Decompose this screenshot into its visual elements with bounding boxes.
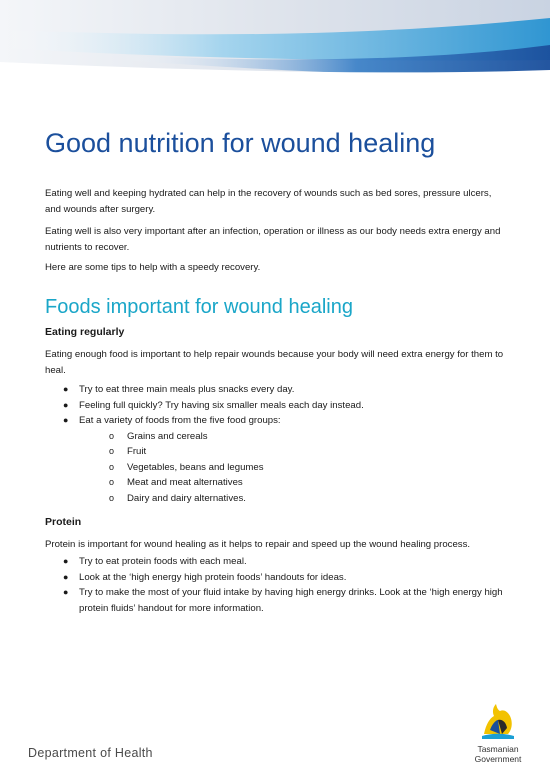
- circle-bullet-icon: o: [109, 446, 115, 456]
- list-item: [45, 554, 515, 570]
- list-item: [79, 444, 515, 460]
- header-banner: [0, 0, 550, 110]
- list-item-text: Vegetables, beans and legumes: [127, 461, 264, 473]
- section-heading: Foods important for wound healing: [45, 296, 353, 318]
- protein-heading: Protein: [45, 516, 82, 528]
- list-item-text: Try to make the most of your fluid intake by having high energy drinks. Look at the ‘high energy high protein fluids’ handout for more information.: [79, 587, 503, 614]
- list-item: [45, 398, 515, 414]
- list-item-text: Try to eat protein foods with each meal.: [79, 556, 247, 567]
- header-wave-graphic: [0, 0, 550, 110]
- list-item-text: Try to eat three main meals plus snacks every day.: [79, 384, 295, 395]
- list-item-text: Grains and cereals: [127, 430, 208, 442]
- list-item: [45, 413, 515, 506]
- list-item: [45, 382, 515, 398]
- list-item: [79, 429, 515, 445]
- list-item: [79, 460, 515, 476]
- protein-text: Protein is important for wound healing as it helps to repair and speed up the wound healing process.: [45, 539, 471, 550]
- intro-paragraph-2: Eating well is also very important after an infection, operation or illness as our body needs extra energy and nutrients to recover.: [45, 226, 501, 253]
- page-title: Good nutrition for wound healing: [45, 128, 436, 158]
- bullet-icon: ●: [63, 384, 69, 394]
- tasmanian-tiger-emblem-icon: [480, 700, 516, 740]
- bullet-icon: ●: [63, 556, 69, 566]
- bullet-icon: ●: [63, 587, 69, 597]
- intro-paragraph-1: Eating well and keeping hydrated can help in the recovery of wounds such as bed sores, pressure ulcers, and wounds after surgery.: [45, 188, 492, 215]
- bullet-icon: ●: [63, 399, 69, 410]
- list-item: [79, 491, 515, 507]
- eating-regularly-list: [45, 382, 515, 506]
- list-item-text: Eat a variety of foods from the five food groups:: [79, 415, 281, 426]
- circle-bullet-icon: o: [109, 492, 115, 503]
- bullet-icon: ●: [63, 571, 69, 582]
- intro-paragraph-3: Here are some tips to help with a speedy recovery.: [45, 262, 261, 273]
- bullet-icon: ●: [63, 415, 69, 425]
- circle-bullet-icon: o: [109, 430, 115, 441]
- circle-bullet-icon: o: [109, 477, 115, 487]
- logo-text-line1: Tasmanian: [477, 744, 519, 754]
- eating-regularly-text: Eating enough food is important to help repair wounds because your body will need extra energy for them to heal.: [45, 349, 504, 376]
- protein-list: [45, 554, 515, 616]
- list-item-text: Meat and meat alternatives: [127, 477, 243, 488]
- circle-bullet-icon: o: [109, 461, 115, 472]
- list-item-text: Feeling full quickly? Try having six smaller meals each day instead.: [79, 399, 364, 411]
- tasmanian-government-logo: [468, 700, 528, 770]
- list-item: [45, 570, 515, 586]
- list-item: [45, 585, 515, 616]
- list-item-text: Fruit: [127, 446, 147, 457]
- list-item-text: Look at the ‘high energy high protein foods’ handouts for ideas.: [79, 571, 347, 583]
- logo-text-line2: Government: [474, 754, 522, 764]
- eating-regularly-heading: Eating regularly: [45, 326, 125, 338]
- list-item: [79, 475, 515, 491]
- food-groups-list: [79, 429, 515, 507]
- list-item-text: Dairy and dairy alternatives.: [127, 492, 246, 504]
- footer-department: Department of Health: [28, 746, 153, 760]
